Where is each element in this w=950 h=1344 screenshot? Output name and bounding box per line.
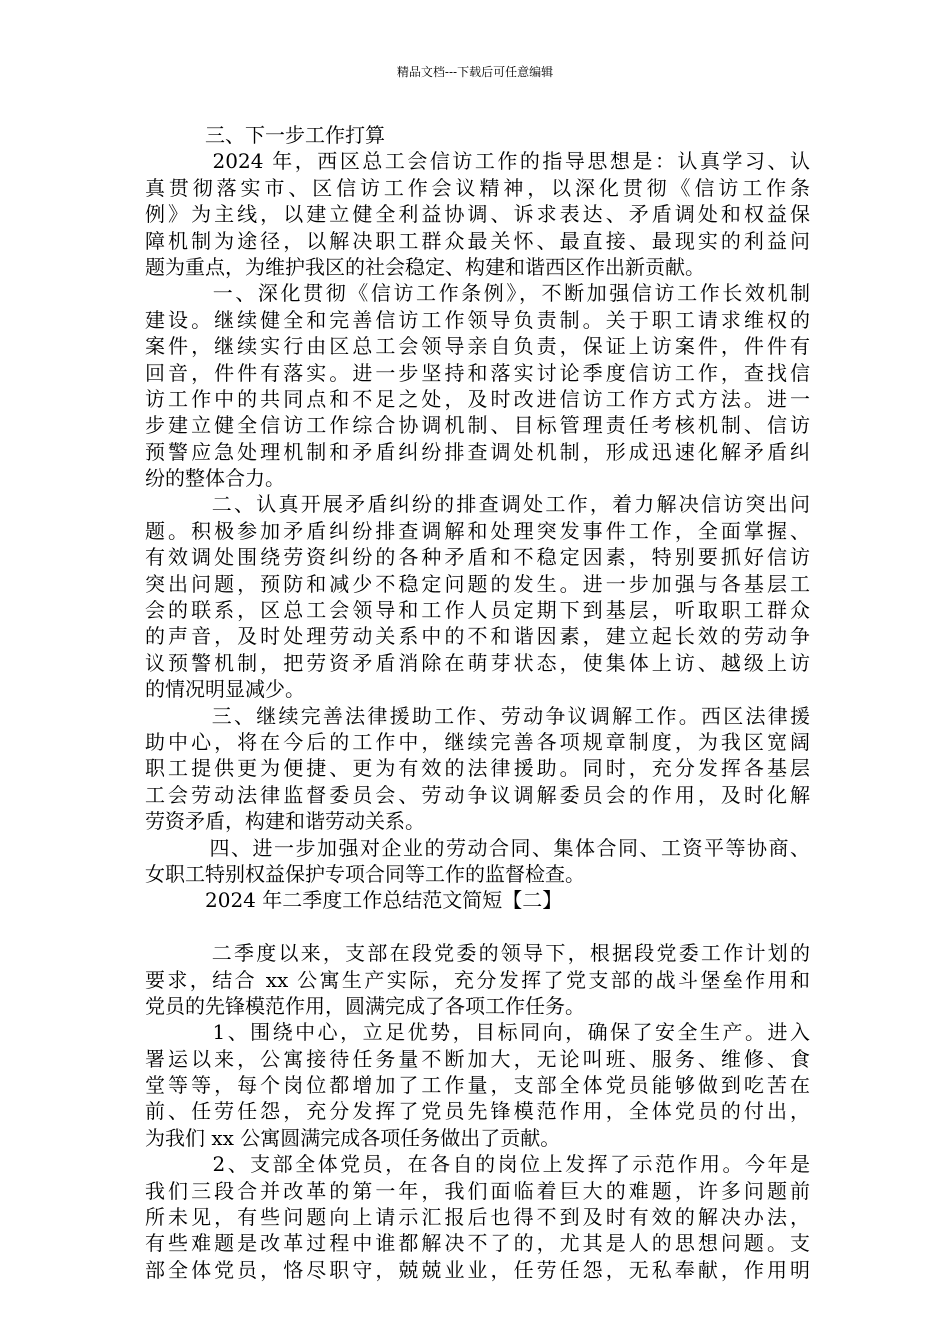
text-line: 职工提供更为便捷、更为有效的法律援助。同时，充分发挥各基层 bbox=[145, 756, 810, 781]
text-line: 题为重点，为维护我区的社会稳定、构建和谐西区作出新贡献。 bbox=[145, 254, 705, 279]
paragraph bbox=[145, 940, 810, 1019]
paragraph bbox=[145, 148, 810, 280]
text-line: 部全体党员，恪尽职守，兢兢业业，任劳任怨，无私奉献，作用明 bbox=[145, 1257, 810, 1282]
text-line: 的声音，及时处理劳动关系中的不和谐因素，建立起长效的劳动争 bbox=[145, 624, 810, 649]
text-line: 步建立健全信访工作综合协调机制、目标管理责任考核机制、信访 bbox=[145, 413, 810, 438]
paragraph bbox=[145, 280, 810, 491]
text-line: 会的联系，区总工会领导和工作人员定期下到基层，听取职工群众 bbox=[145, 598, 810, 623]
text-line: 题。积极参加矛盾纠纷排查调解和处理突发事件工作，全面掌握、 bbox=[145, 518, 810, 543]
text-line: 障机制为途径，以解决职工群众最关怀、最直接、最现实的利益问 bbox=[145, 228, 810, 253]
text-line: 三、继续完善法律援助工作、劳动争议调解工作。西区法律援 bbox=[145, 703, 810, 728]
blank-line bbox=[145, 914, 810, 940]
paragraph bbox=[145, 703, 810, 835]
text-line: 议预警机制，把劳资矛盾消除在萌芽状态，使集体上访、越级上访 bbox=[145, 650, 810, 675]
text-line: 突出问题，预防和减少不稳定问题的发生。进一步加强与各基层工 bbox=[145, 571, 810, 596]
text-line: 2024 年，西区总工会信访工作的指导思想是：认真学习、认 bbox=[145, 149, 810, 174]
text-line: 真贯彻落实市、区信访工作会议精神，以深化贯彻《信访工作条 bbox=[145, 175, 810, 200]
text-line: 劳资矛盾，构建和谐劳动关系。 bbox=[145, 809, 425, 834]
text-line: 女职工特别权益保护专项合同等工作的监督检查。 bbox=[145, 861, 585, 886]
text-line: 署运以来，公寓接待任务量不断加大，无论叫班、服务、维修、食 bbox=[145, 1046, 810, 1071]
text-line: 纷的整体合力。 bbox=[145, 466, 285, 491]
paragraph bbox=[145, 835, 810, 888]
text-line: 2024 年二季度工作总结范文简短【二】 bbox=[145, 888, 563, 913]
paragraph bbox=[145, 491, 810, 702]
text-line: 前、任劳任怨，充分发挥了党员先锋模范作用，全体党员的付出， bbox=[145, 1099, 810, 1124]
paragraph bbox=[145, 887, 810, 913]
text-line: 为我们 xx 公寓圆满完成各项任务做出了贡献。 bbox=[145, 1125, 561, 1150]
text-line: 回音，件件有落实。进一步坚持和落实讨论季度信访工作，查找信 bbox=[145, 360, 810, 385]
page-header: 精品文档---下载后可任意编辑 bbox=[396, 65, 554, 79]
text-line: 例》为主线，以建立健全利益协调、诉求表达、矛盾调处和权益保 bbox=[145, 202, 810, 227]
text-line: 建设。继续健全和完善信访工作领导负责制。关于职工请求维权的 bbox=[145, 307, 810, 332]
text-line: 预警应急处理机制和矛盾纠纷排查调处机制，形成迅速化解矛盾纠 bbox=[145, 439, 810, 464]
text-line: 要求，结合 xx 公寓生产实际，充分发挥了党支部的战斗堡垒作用和 bbox=[145, 967, 810, 992]
text-line: 三、下一步工作打算 bbox=[145, 123, 385, 147]
text-line: 案件，继续实行由区总工会领导亲自负责，保证上访案件，件件有 bbox=[145, 334, 810, 359]
text-line: 有效调处围绕劳资纠纷的各种矛盾和不稳定因素，特别要抓好信访 bbox=[145, 545, 810, 570]
paragraph bbox=[145, 122, 810, 148]
paragraph bbox=[145, 1151, 810, 1283]
text-line: 工会劳动法律监督委员会、劳动争议调解委员会的作用，及时化解 bbox=[145, 782, 810, 807]
text-line: 有些难题是改革过程中谁都解决不了的，尤其是人的思想问题。支 bbox=[145, 1231, 810, 1256]
text-line: 四、进一步加强对企业的劳动合同、集体合同、工资平等协商、 bbox=[145, 835, 810, 860]
text-line: 二、认真开展矛盾纠纷的排查调处工作，着力解决信访突出问 bbox=[145, 492, 810, 517]
text-line: 1、围绕中心，立足优势，目标同向，确保了安全生产。进入 bbox=[145, 1020, 810, 1045]
text-line: 一、深化贯彻《信访工作条例》，不断加强信访工作长效机制 bbox=[145, 281, 810, 306]
document-body bbox=[145, 122, 810, 1283]
text-line: 2、支部全体党员，在各自的岗位上发挥了示范作用。今年是 bbox=[145, 1152, 810, 1177]
text-line: 党员的先锋模范作用，圆满完成了各项工作任务。 bbox=[145, 993, 585, 1018]
text-line: 堂等等，每个岗位都增加了工作量，支部全体党员能够做到吃苦在 bbox=[145, 1073, 810, 1098]
text-line: 所未见，有些问题向上请示汇报后也得不到及时有效的解决办法， bbox=[145, 1205, 810, 1230]
text-line: 二季度以来，支部在段党委的领导下，根据段党委工作计划的 bbox=[145, 941, 810, 966]
text-line: 访工作中的共同点和不足之处，及时改进信访工作方式方法。进一 bbox=[145, 386, 810, 411]
paragraph bbox=[145, 1019, 810, 1151]
text-line: 我们三段合并改革的第一年，我们面临着巨大的难题，许多问题前 bbox=[145, 1178, 810, 1203]
text-line: 助中心，将在今后的工作中，继续完善各项规章制度，为我区宽阔 bbox=[145, 729, 810, 754]
text-line: 的情况明显减少。 bbox=[145, 677, 305, 702]
